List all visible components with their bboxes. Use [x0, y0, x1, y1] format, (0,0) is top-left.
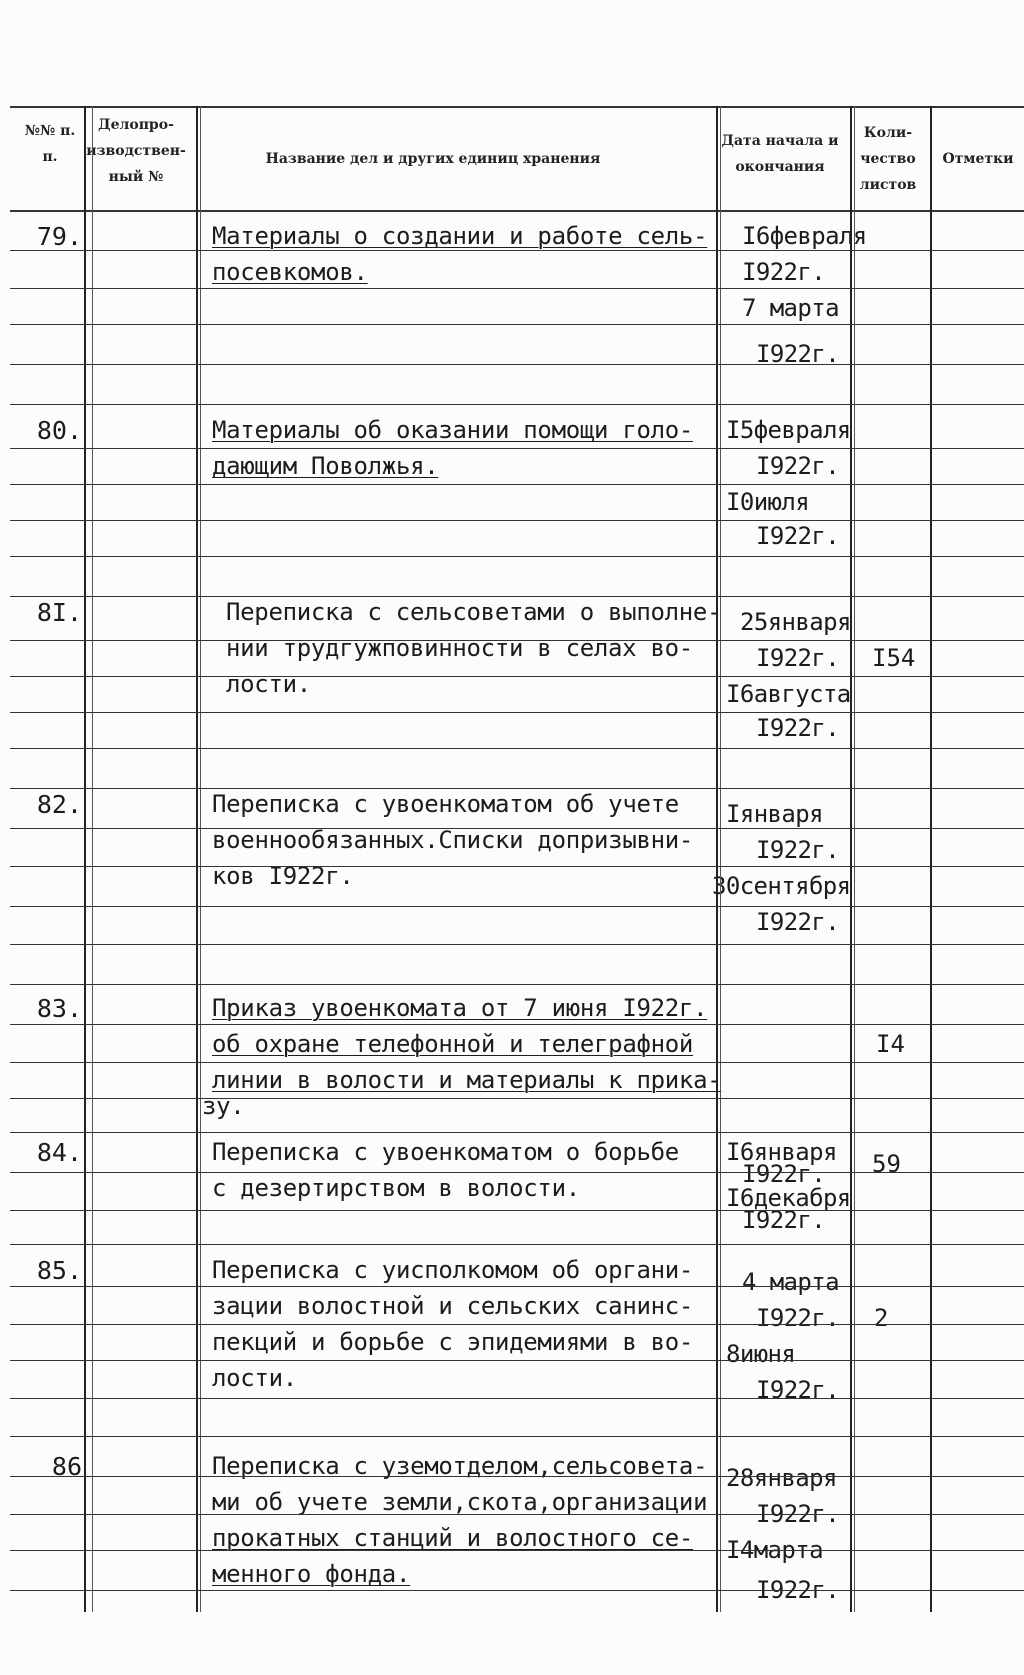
row-rule — [10, 944, 1024, 945]
entry-title-line: прокатных станций и волостного се- — [212, 1524, 694, 1552]
row-rule — [10, 1398, 1024, 1399]
entry-sheet-count: I4 — [876, 1030, 905, 1058]
entry-end-date: 8июня — [726, 1340, 796, 1368]
entry-title-line: пекций и борьбе с эпидемиями в во- — [212, 1328, 694, 1356]
column-rule — [716, 106, 718, 1612]
entry-start-date: I6января — [726, 1138, 837, 1166]
row-rule — [10, 1244, 1024, 1245]
entry-title-line: Переписка с уисполкомом об органи- — [212, 1256, 694, 1284]
entry-title-line: дающим Поволжья. — [212, 452, 439, 480]
row-rule — [10, 712, 1024, 713]
entry-number: 79. — [36, 222, 82, 251]
entry-title-line: с дезертирством в волости. — [212, 1174, 580, 1202]
row-rule — [10, 984, 1024, 985]
row-rule — [10, 1172, 1024, 1173]
column-rule — [850, 106, 852, 1612]
row-rule — [10, 906, 1024, 907]
header-title: Название дел и других единиц хранения — [265, 151, 601, 167]
row-rule — [10, 1476, 1024, 1477]
entry-end-date: I6августа — [726, 680, 851, 708]
row-rule — [10, 676, 1024, 677]
row-rule — [10, 520, 1024, 521]
entry-start-year: I922г. — [756, 1304, 840, 1332]
entry-number: 86 — [51, 1452, 82, 1481]
entry-title-line: Переписка с сельсоветами о выполне- — [226, 598, 722, 626]
entry-start-year: I922г. — [742, 1160, 826, 1188]
entry-start-year: I922г. — [756, 1500, 840, 1528]
entry-end-date: 30сентября — [712, 872, 851, 900]
entry-title-line: Переписка с увоенкоматом об учете — [212, 790, 679, 818]
row-rule — [10, 448, 1024, 449]
entry-start-date: 28января — [726, 1464, 837, 1492]
entry-title-line: об охране телефонной и телеграфной — [212, 1030, 694, 1058]
row-rule — [10, 484, 1024, 485]
entry-end-year: I922г. — [756, 714, 840, 742]
row-rule — [10, 1550, 1024, 1551]
header-notes: Отметки — [942, 151, 1014, 167]
row-rule — [10, 1062, 1024, 1063]
entry-number: 85. — [36, 1256, 82, 1285]
entry-end-year: I922г. — [742, 1206, 826, 1234]
row-rule — [10, 866, 1024, 867]
row-rule — [10, 324, 1024, 325]
row-rule — [10, 210, 1024, 212]
entry-end-date: I6декабря — [726, 1184, 851, 1212]
entry-title-line: зации волостной и сельских санинс- — [212, 1292, 694, 1320]
row-rule — [10, 828, 1024, 829]
entry-title-line: военнообязанных.Списки допризывни- — [212, 826, 694, 854]
column-rule — [92, 106, 93, 1612]
header-number: №№ п. п. — [24, 123, 76, 165]
entry-number: 84. — [36, 1138, 82, 1167]
column-rule — [930, 106, 932, 1612]
row-rule — [10, 748, 1024, 749]
entry-number: 8I. — [36, 598, 82, 627]
entry-sheet-count: I54 — [872, 644, 916, 672]
entry-sheet-count: 59 — [872, 1150, 901, 1178]
header-office-number: Делопро-изводствен-ный № — [86, 117, 186, 185]
entry-number: 80. — [36, 416, 82, 445]
entry-title-line: ков I922г. — [212, 862, 354, 890]
column-rule — [200, 106, 201, 1612]
entry-number: 82. — [36, 790, 82, 819]
entry-start-year: I922г. — [756, 836, 840, 864]
entry-start-year: I922г. — [742, 258, 826, 286]
entry-title-line: зу. — [202, 1092, 245, 1120]
row-rule — [10, 1132, 1024, 1133]
entry-title-line: посевкомов. — [212, 258, 368, 286]
row-rule — [10, 1324, 1024, 1325]
entry-start-date: Iянваря — [726, 800, 823, 828]
entry-title-line: лости. — [226, 670, 311, 698]
entry-start-date: I6февраля — [742, 222, 867, 250]
column-rule — [84, 106, 86, 1612]
header-sheets: Коли-чество листов — [859, 125, 917, 193]
entry-number: 83. — [36, 994, 82, 1023]
entry-end-date: I4марта — [726, 1536, 823, 1564]
entry-start-year: I922г. — [756, 452, 840, 480]
entry-end-date: 7 марта — [742, 294, 839, 322]
header-dates: Дата начала и окончания — [721, 133, 839, 175]
entry-title-line: Переписка с уземотделом,сельсовета- — [212, 1452, 708, 1480]
row-rule — [10, 788, 1024, 789]
entry-title-line: Переписка с увоенкоматом о борьбе — [212, 1138, 679, 1166]
entry-title-line: Материалы об оказании помощи голо- — [212, 416, 694, 444]
row-rule — [10, 556, 1024, 557]
entry-start-date: 25января — [740, 608, 851, 636]
column-rule — [196, 106, 198, 1612]
row-rule — [10, 404, 1024, 405]
row-rule — [10, 250, 1024, 251]
entry-title-line: нии трудгужповинности в селах во- — [226, 634, 693, 662]
entry-sheet-count: 2 — [874, 1304, 889, 1332]
entry-title-line: линии в волости и материалы к прика- — [212, 1066, 722, 1094]
entry-end-year: I922г. — [756, 340, 840, 368]
entry-title-line: лости. — [212, 1364, 297, 1392]
entry-end-year: I922г. — [756, 1576, 840, 1604]
row-rule — [10, 364, 1024, 365]
row-rule — [10, 1590, 1024, 1591]
entry-start-year: I922г. — [756, 644, 840, 672]
row-rule — [10, 288, 1024, 289]
row-rule — [10, 1360, 1024, 1361]
row-rule — [10, 640, 1024, 641]
row-rule — [10, 1436, 1024, 1437]
row-rule — [10, 1286, 1024, 1287]
row-rule — [10, 1098, 1024, 1099]
entry-end-date: I0июля — [726, 488, 810, 516]
row-rule — [10, 1024, 1024, 1025]
entry-title-line: ми об учете земли,скота,организации — [212, 1488, 708, 1516]
entry-start-date: 4 марта — [742, 1268, 839, 1296]
entry-start-date: I5февраля — [726, 416, 851, 444]
row-rule — [10, 1514, 1024, 1515]
row-rule — [10, 1210, 1024, 1211]
entry-title-line: Приказ увоенкомата от 7 июня I922г. — [212, 994, 708, 1022]
entry-end-year: I922г. — [756, 908, 840, 936]
entry-title-line: менного фонда. — [212, 1560, 411, 1588]
row-rule — [10, 106, 1024, 108]
row-rule — [10, 596, 1024, 597]
entry-title-line: Материалы о создании и работе сель- — [212, 222, 708, 250]
column-rule — [720, 106, 721, 1612]
entry-end-year: I922г. — [756, 1376, 840, 1404]
column-rule — [854, 106, 855, 1612]
entry-end-year: I922г. — [756, 522, 840, 550]
